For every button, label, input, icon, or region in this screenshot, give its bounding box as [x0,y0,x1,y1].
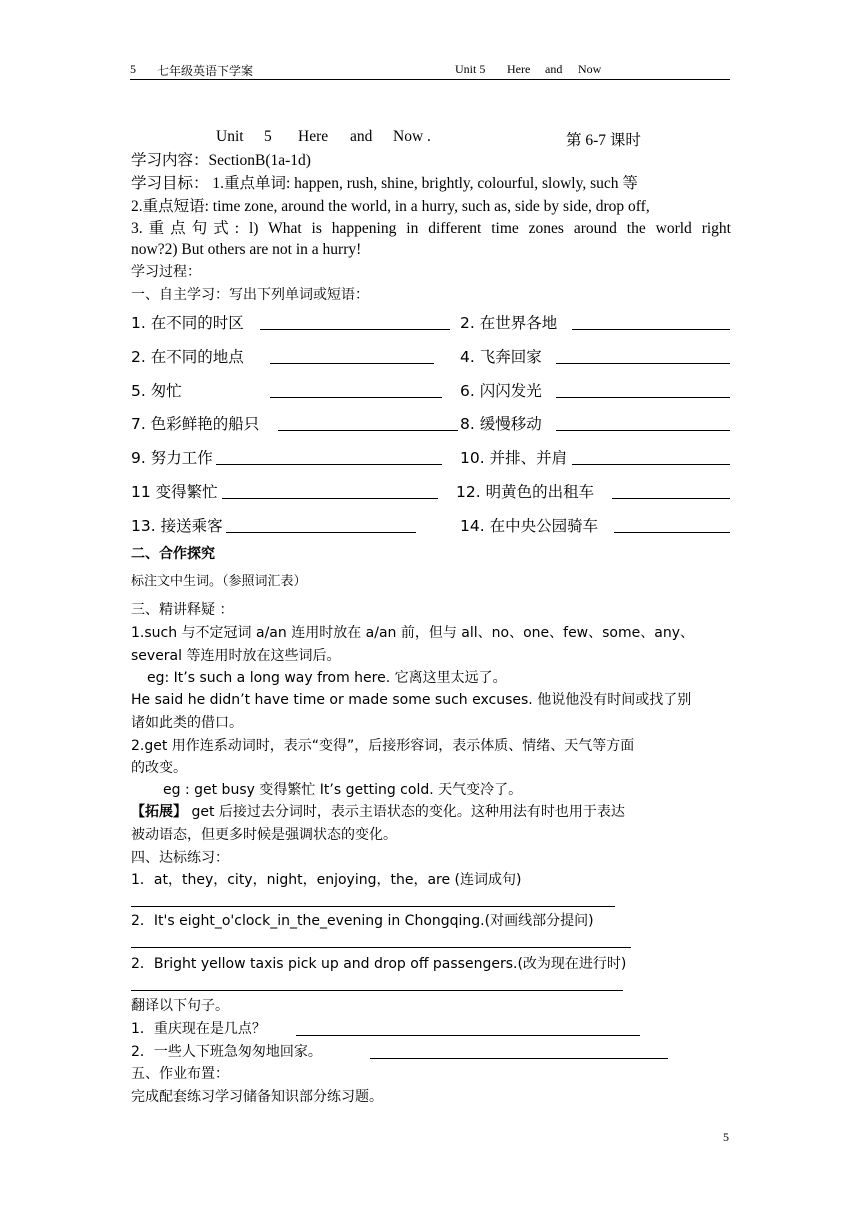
vocab-item-left: 9. 努力工作 [131,449,213,467]
extension-text-cont: 被动语态，但更多时候是强调状态的变化。 [131,827,397,843]
answer-blank[interactable] [572,464,730,465]
answer-blank[interactable] [270,363,434,364]
learning-process-label: 学习过程： [131,264,201,280]
lesson-period: 第 6-7 课时 [566,132,641,149]
answer-blank[interactable] [612,498,730,499]
section-cooperation-text: 标注文中生词。（参照词汇表） [131,574,307,589]
footer-page-number: 5 [723,1130,729,1144]
answer-blank[interactable] [370,1058,668,1059]
learning-goals-phrases: 2.重点短语: time zone, around the world, in a hurry, such as, side by side, drop off, [131,198,650,215]
answer-blank[interactable] [278,430,458,431]
answer-blank[interactable] [216,464,442,465]
lesson-title-number: 5 [264,128,272,145]
grammar-note-get: 2.get 用作连系动词时，表示“变得”，后接形容词，表示体质、情绪、天气等方面 [131,738,635,754]
learning-content: 学习内容：SectionB(1a-1d) [131,152,311,169]
translation-1: 1．重庆现在是几点？ [131,1021,266,1037]
vocab-item-left: 1. 在不同的时区 [131,314,244,332]
example-such-2-cont: 诸如此类的借口。 [131,715,243,731]
extension-text: get 后接过去分词时，表示主语状态的变化。这种用法有时也用于表达 [187,804,625,820]
vocab-item-right: 2. 在世界各地 [460,314,558,332]
extension-label: 【拓展】 [131,804,187,820]
learning-goals-words: 学习目标： 1.重点单词: happen, rush, shine, brightly, colourful, slowly, such 等 [131,175,638,192]
vocab-item-right: 14. 在中央公园骑车 [460,517,599,535]
answer-line[interactable] [131,990,623,991]
vocab-item-left: 2. 在不同的地点 [131,348,244,366]
translation-2: 2．一些人下班急匆匆地回家。 [131,1044,322,1060]
grammar-note-get-cont: 的改变。 [131,760,187,776]
vocab-item-right: 4. 飞奔回家 [460,348,542,366]
vocab-item-right: 6. 闪闪发光 [460,382,542,400]
answer-blank[interactable] [556,397,730,398]
exercise-2: 2．It's eight_o'clock_in_the_evening in Chongqing.(对画线部分提问) [131,913,594,929]
example-such: eg: It’s such a long way from here. 它离这里太远了。 [147,670,507,686]
answer-line[interactable] [131,947,631,948]
answer-blank[interactable] [226,532,416,533]
vocab-item-left: 13. 接送乘客 [131,517,223,535]
lesson-title-unit: Unit [216,128,244,145]
answer-blank[interactable] [614,532,730,533]
exercise-1: 1．at，they，city，night，enjoying，the，are (连词成句) [131,872,522,888]
lesson-title-now: Now . [393,128,431,145]
answer-blank[interactable] [296,1035,640,1036]
answer-blank[interactable] [572,329,730,330]
learning-goals-sentences-cont: now?2) But others are not in a hurry! [131,241,362,258]
translation-title: 翻译以下句子。 [131,998,229,1014]
vocab-item-left: 5. 匆忙 [131,382,182,400]
section-homework-title: 五、作业布置： [131,1066,229,1082]
section-self-study-title: 一、自主学习：写出下列单词或短语： [131,287,369,303]
section-explanation-title: 三、精讲释疑 ： [131,602,234,618]
vocab-item-right: 12. 明黄色的出租车 [456,483,595,501]
vocab-item-right: 8. 缓慢移动 [460,415,542,433]
example-such-2: He said he didn’t have time or made some such excuses. 他说他没有时间或找了别 [131,692,692,708]
learning-goals-sentences: 3.重点句式: l) What is happening in different time zones around the world right [131,220,731,237]
vocab-item-left: 7. 色彩鲜艳的船只 [131,415,260,433]
lesson-title-and: and [350,128,373,145]
answer-line[interactable] [131,906,615,907]
answer-blank[interactable] [556,363,730,364]
answer-blank[interactable] [222,498,438,499]
section-practice-title: 四、达标练习： [131,850,229,866]
header-word-now: Now [578,62,602,76]
header-word-here: Here [507,62,531,76]
header-word-and: and [545,62,563,76]
answer-blank[interactable] [270,397,442,398]
vocab-item-left: 11 变得繁忙 [131,483,218,501]
grammar-note-such-cont: several 等连用时放在这些词后。 [131,648,341,664]
lesson-title-here: Here [298,128,329,145]
header-rule [130,79,730,80]
homework-text: 完成配套练习学习储备知识部分练习题。 [131,1089,383,1105]
answer-blank[interactable] [556,430,730,431]
grammar-note-such: 1.such 与不定冠词 a/an 连用时放在 a/an 前，但与 all、no、one、few、some、any、 [131,625,694,641]
section-cooperation-title: 二、合作探究 [131,546,215,562]
answer-blank[interactable] [260,329,450,330]
header-unit: Unit 5 [455,62,486,76]
header-title: 七年级英语下学案 [157,64,254,78]
exercise-3: 2．Bright yellow taxis pick up and drop off passengers.(改为现在进行时) [131,956,627,972]
header-page-number: 5 [130,62,136,76]
example-get: eg : get busy 变得繁忙 It’s getting cold. 天气变冷了。 [163,782,523,798]
vocab-item-right: 10. 并排、并肩 [460,449,568,467]
